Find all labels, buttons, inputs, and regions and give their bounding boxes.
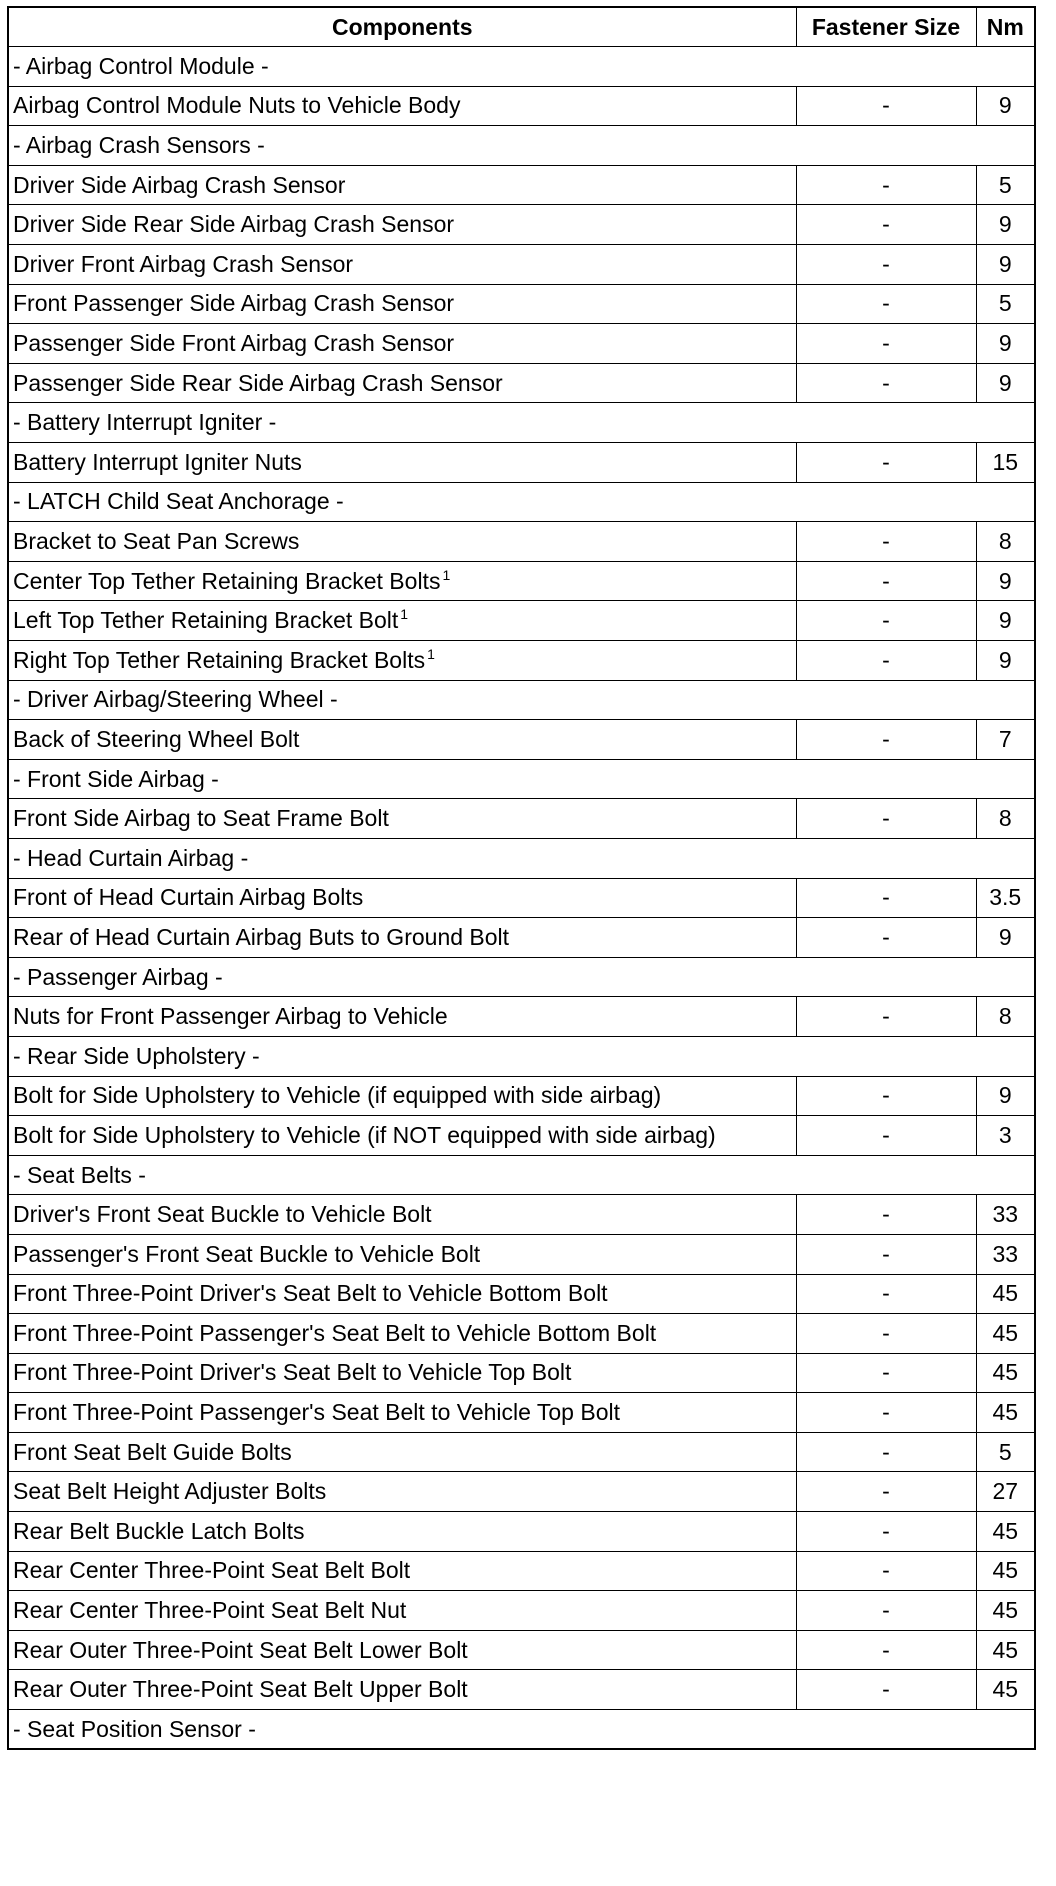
fastener-size-cell: - xyxy=(796,799,976,839)
component-cell xyxy=(8,284,796,324)
component-cell xyxy=(8,1274,796,1314)
component-cell xyxy=(8,1432,796,1472)
torque-nm-cell: 27 xyxy=(976,1472,1035,1512)
component-cell xyxy=(8,165,796,205)
torque-nm-cell: 8 xyxy=(976,997,1035,1037)
fastener-size-cell: - xyxy=(796,284,976,324)
component-cell xyxy=(8,1472,796,1512)
table-row xyxy=(8,1274,1035,1314)
table-row xyxy=(8,284,1035,324)
component-cell xyxy=(8,1670,796,1710)
torque-nm-cell: 5 xyxy=(976,284,1035,324)
component-cell xyxy=(8,799,796,839)
table-row xyxy=(8,1512,1035,1552)
torque-nm-cell: 9 xyxy=(976,86,1035,126)
fastener-size-cell: - xyxy=(796,363,976,403)
fastener-size-cell: - xyxy=(796,1551,976,1591)
component-name: Battery Interrupt Igniter Nuts xyxy=(13,448,302,475)
component-name: Front Seat Belt Guide Bolts xyxy=(13,1438,292,1465)
table-row xyxy=(8,1591,1035,1631)
torque-nm-cell: 9 xyxy=(976,601,1035,641)
fastener-size-cell: - xyxy=(796,1195,976,1235)
table-row xyxy=(8,878,1035,918)
fastener-size-cell: - xyxy=(796,997,976,1037)
torque-nm-cell: 8 xyxy=(976,522,1035,562)
table-row xyxy=(8,522,1035,562)
section-header-row xyxy=(8,957,1035,997)
component-cell xyxy=(8,324,796,364)
torque-nm-cell: 9 xyxy=(976,918,1035,958)
torque-nm-cell: 9 xyxy=(976,324,1035,364)
fastener-size-cell: - xyxy=(796,1432,976,1472)
component-name: Driver Front Airbag Crash Sensor xyxy=(13,250,354,277)
component-name: Passenger Side Rear Side Airbag Crash Sensor xyxy=(13,369,503,396)
component-cell xyxy=(8,443,796,483)
fastener-torque-table xyxy=(7,6,1036,1750)
footnote-marker: 1 xyxy=(400,606,409,623)
fastener-size-cell: - xyxy=(796,165,976,205)
component-name: Passenger Side Front Airbag Crash Sensor xyxy=(13,330,455,357)
component-cell xyxy=(8,720,796,760)
component-name: Rear Outer Three-Point Seat Belt Upper Bolt xyxy=(13,1676,468,1703)
torque-nm-cell: 45 xyxy=(976,1670,1035,1710)
component-cell xyxy=(8,86,796,126)
section-header-row xyxy=(8,759,1035,799)
section-header-row xyxy=(8,1710,1035,1750)
table-row xyxy=(8,1076,1035,1116)
component-cell xyxy=(8,641,796,681)
component-cell xyxy=(8,205,796,245)
component-cell xyxy=(8,1076,796,1116)
torque-nm-cell: 45 xyxy=(976,1314,1035,1354)
component-name: Bracket to Seat Pan Screws xyxy=(13,528,300,555)
component-cell xyxy=(8,1630,796,1670)
torque-nm-cell: 45 xyxy=(976,1551,1035,1591)
component-cell xyxy=(8,1393,796,1433)
component-name: Front Three-Point Passenger's Seat Belt to Vehicle Bottom Bolt xyxy=(13,1319,657,1346)
column-header-fastener-size: Fastener Size xyxy=(796,7,976,47)
fastener-size-cell: - xyxy=(796,522,976,562)
section-label: - Front Side Airbag - xyxy=(8,759,1035,799)
table-row xyxy=(8,443,1035,483)
component-name: Left Top Tether Retaining Bracket Bolt xyxy=(13,607,399,634)
torque-nm-cell: 9 xyxy=(976,1076,1035,1116)
component-name: Right Top Tether Retaining Bracket Bolts xyxy=(13,646,426,673)
table-row xyxy=(8,205,1035,245)
torque-nm-cell: 33 xyxy=(976,1234,1035,1274)
component-name: Seat Belt Height Adjuster Bolts xyxy=(13,1478,327,1505)
fastener-size-cell: - xyxy=(796,1076,976,1116)
table-row xyxy=(8,720,1035,760)
component-name: Rear of Head Curtain Airbag Buts to Ground Bolt xyxy=(13,923,510,950)
torque-nm-cell: 33 xyxy=(976,1195,1035,1235)
component-name: Back of Steering Wheel Bolt xyxy=(13,725,300,752)
section-header-row xyxy=(8,1036,1035,1076)
torque-nm-cell: 45 xyxy=(976,1274,1035,1314)
section-label: - Rear Side Upholstery - xyxy=(8,1036,1035,1076)
torque-nm-cell: 8 xyxy=(976,799,1035,839)
column-header-nm: Nm xyxy=(976,7,1035,47)
section-header-row xyxy=(8,838,1035,878)
table-row xyxy=(8,324,1035,364)
table-row xyxy=(8,1432,1035,1472)
torque-nm-cell: 45 xyxy=(976,1630,1035,1670)
component-cell xyxy=(8,1512,796,1552)
table-row xyxy=(8,601,1035,641)
torque-nm-cell: 9 xyxy=(976,205,1035,245)
component-cell xyxy=(8,1551,796,1591)
fastener-size-cell: - xyxy=(796,601,976,641)
table-row xyxy=(8,1116,1035,1156)
component-name: Driver's Front Seat Buckle to Vehicle Bolt xyxy=(13,1201,432,1228)
torque-nm-cell: 15 xyxy=(976,443,1035,483)
component-cell xyxy=(8,918,796,958)
table-row xyxy=(8,1472,1035,1512)
table-row xyxy=(8,1234,1035,1274)
column-header-components: Components xyxy=(8,7,796,47)
section-header-row xyxy=(8,482,1035,522)
table-row xyxy=(8,918,1035,958)
fastener-size-cell: - xyxy=(796,720,976,760)
fastener-size-cell: - xyxy=(796,324,976,364)
torque-nm-cell: 9 xyxy=(976,245,1035,285)
torque-nm-cell: 9 xyxy=(976,641,1035,681)
torque-nm-cell: 45 xyxy=(976,1512,1035,1552)
table-row xyxy=(8,1393,1035,1433)
component-cell xyxy=(8,1234,796,1274)
fastener-size-cell: - xyxy=(796,205,976,245)
table-header-row xyxy=(8,7,1035,47)
component-name: Rear Outer Three-Point Seat Belt Lower Bolt xyxy=(13,1636,468,1663)
section-header-row xyxy=(8,403,1035,443)
component-name: Passenger's Front Seat Buckle to Vehicle Bolt xyxy=(13,1240,481,1267)
fastener-size-cell: - xyxy=(796,1472,976,1512)
component-name: Front of Head Curtain Airbag Bolts xyxy=(13,884,364,911)
torque-nm-cell: 45 xyxy=(976,1393,1035,1433)
table-row xyxy=(8,165,1035,205)
fastener-size-cell: - xyxy=(796,1353,976,1393)
section-label: - Seat Position Sensor - xyxy=(8,1710,1035,1750)
component-cell xyxy=(8,561,796,601)
fastener-size-cell: - xyxy=(796,1274,976,1314)
table-body xyxy=(8,47,1035,1750)
component-cell xyxy=(8,1195,796,1235)
fastener-size-cell: - xyxy=(796,1393,976,1433)
component-name: Center Top Tether Retaining Bracket Bolts xyxy=(13,567,441,594)
table-row xyxy=(8,1630,1035,1670)
fastener-size-cell: - xyxy=(796,561,976,601)
table-row xyxy=(8,86,1035,126)
component-name: Airbag Control Module Nuts to Vehicle Body xyxy=(13,92,461,119)
component-cell xyxy=(8,878,796,918)
fastener-size-cell: - xyxy=(796,245,976,285)
section-label: - Passenger Airbag - xyxy=(8,957,1035,997)
component-name: Driver Side Rear Side Airbag Crash Sensor xyxy=(13,211,455,238)
component-cell xyxy=(8,601,796,641)
torque-nm-cell: 3.5 xyxy=(976,878,1035,918)
component-name: Nuts for Front Passenger Airbag to Vehicle xyxy=(13,1003,448,1030)
component-name: Front Passenger Side Airbag Crash Sensor xyxy=(13,290,455,317)
table-row xyxy=(8,1670,1035,1710)
component-name: Bolt for Side Upholstery to Vehicle (if NOT equipped with side airbag) xyxy=(13,1121,716,1148)
section-label: - Battery Interrupt Igniter - xyxy=(8,403,1035,443)
component-cell xyxy=(8,1314,796,1354)
table-row xyxy=(8,245,1035,285)
fastener-size-cell: - xyxy=(796,1670,976,1710)
component-name: Front Three-Point Passenger's Seat Belt to Vehicle Top Bolt xyxy=(13,1399,620,1426)
section-header-row xyxy=(8,126,1035,166)
footnote-marker: 1 xyxy=(442,566,451,583)
table-row xyxy=(8,363,1035,403)
torque-nm-cell: 9 xyxy=(976,561,1035,601)
component-name: Rear Center Three-Point Seat Belt Bolt xyxy=(13,1557,411,1584)
table-row xyxy=(8,1551,1035,1591)
footnote-marker: 1 xyxy=(427,645,435,662)
component-name: Rear Center Three-Point Seat Belt Nut xyxy=(13,1597,407,1624)
fastener-size-cell: - xyxy=(796,1234,976,1274)
table-row xyxy=(8,561,1035,601)
component-cell xyxy=(8,522,796,562)
component-cell xyxy=(8,1591,796,1631)
component-name: Driver Side Airbag Crash Sensor xyxy=(13,171,346,198)
section-header-row xyxy=(8,680,1035,720)
component-name: Front Three-Point Driver's Seat Belt to Vehicle Bottom Bolt xyxy=(13,1280,608,1307)
section-label: - LATCH Child Seat Anchorage - xyxy=(8,482,1035,522)
section-label: - Driver Airbag/Steering Wheel - xyxy=(8,680,1035,720)
component-cell xyxy=(8,997,796,1037)
fastener-size-cell: - xyxy=(796,1116,976,1156)
torque-nm-cell: 45 xyxy=(976,1591,1035,1631)
table-row xyxy=(8,997,1035,1037)
fastener-size-cell: - xyxy=(796,1630,976,1670)
fastener-size-cell: - xyxy=(796,1512,976,1552)
component-name: Front Three-Point Driver's Seat Belt to Vehicle Top Bolt xyxy=(13,1359,572,1386)
component-cell xyxy=(8,1353,796,1393)
torque-nm-cell: 5 xyxy=(976,1432,1035,1472)
fastener-size-cell: - xyxy=(796,1314,976,1354)
table-row xyxy=(8,1195,1035,1235)
component-name: Front Side Airbag to Seat Frame Bolt xyxy=(13,805,389,832)
section-header-row xyxy=(8,47,1035,87)
table-row xyxy=(8,1314,1035,1354)
torque-nm-cell: 45 xyxy=(976,1353,1035,1393)
torque-nm-cell: 7 xyxy=(976,720,1035,760)
fastener-size-cell: - xyxy=(796,918,976,958)
section-label: - Seat Belts - xyxy=(8,1155,1035,1195)
table-row xyxy=(8,799,1035,839)
fastener-size-cell: - xyxy=(796,641,976,681)
fastener-size-cell: - xyxy=(796,86,976,126)
torque-nm-cell: 5 xyxy=(976,165,1035,205)
table-row xyxy=(8,1353,1035,1393)
fastener-size-cell: - xyxy=(796,878,976,918)
component-name: Bolt for Side Upholstery to Vehicle (if equipped with side airbag) xyxy=(13,1082,662,1109)
component-cell xyxy=(8,245,796,285)
section-label: - Airbag Control Module - xyxy=(8,47,1035,87)
fastener-size-cell: - xyxy=(796,443,976,483)
table-row xyxy=(8,641,1035,681)
section-label: - Head Curtain Airbag - xyxy=(8,838,1035,878)
component-cell xyxy=(8,363,796,403)
component-name: Rear Belt Buckle Latch Bolts xyxy=(13,1517,305,1544)
section-header-row xyxy=(8,1155,1035,1195)
torque-nm-cell: 3 xyxy=(976,1116,1035,1156)
fastener-size-cell: - xyxy=(796,1591,976,1631)
torque-nm-cell: 9 xyxy=(976,363,1035,403)
component-cell xyxy=(8,1116,796,1156)
section-label: - Airbag Crash Sensors - xyxy=(8,126,1035,166)
